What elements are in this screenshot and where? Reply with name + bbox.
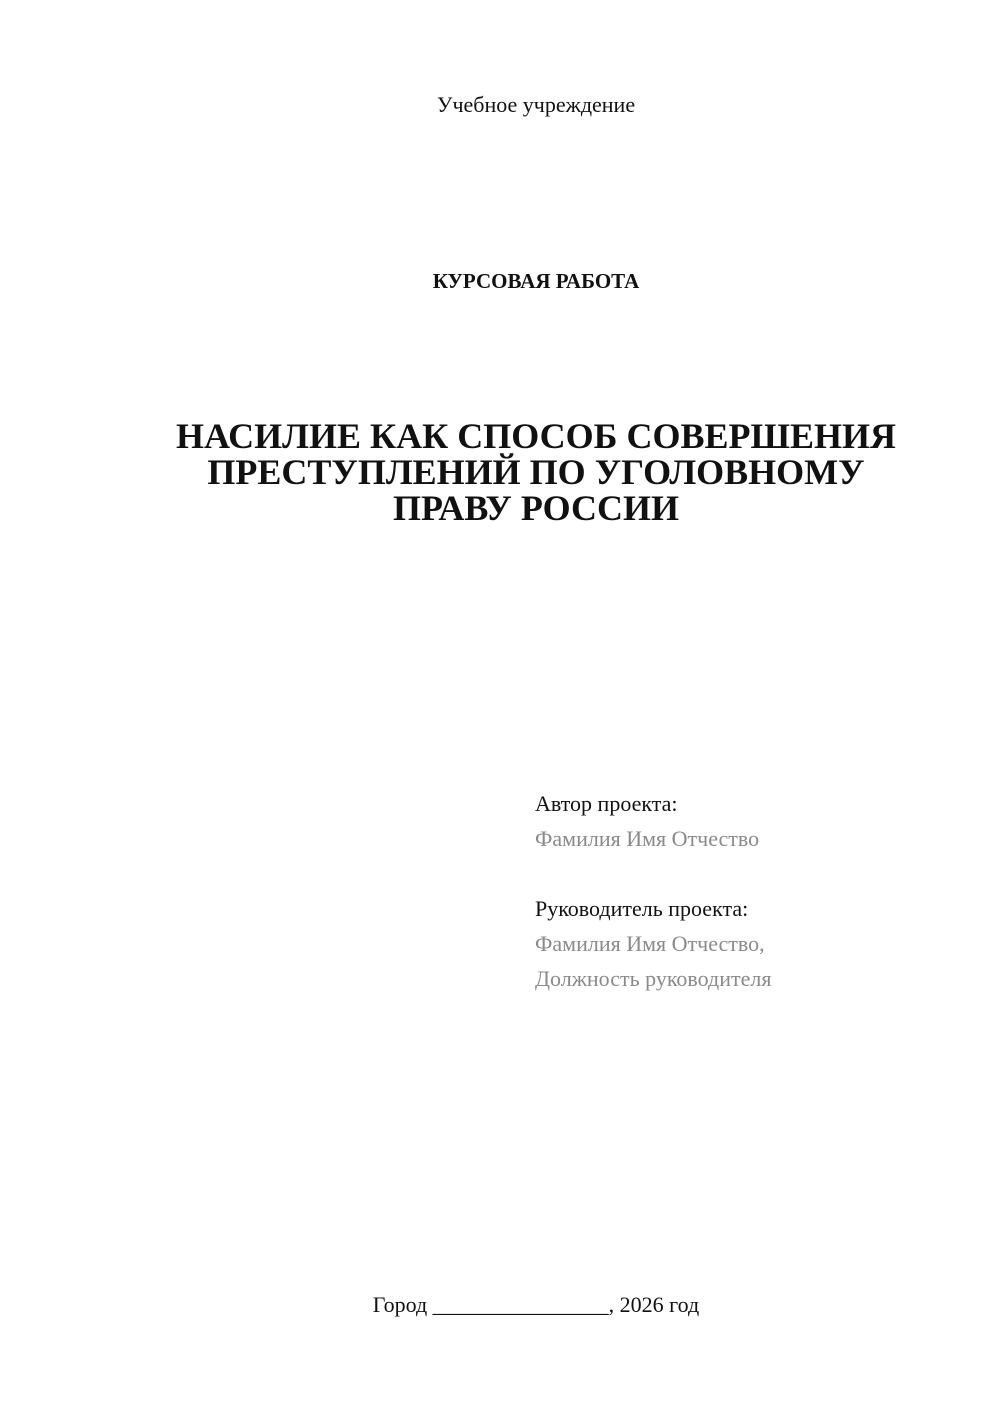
title-line-1: НАСИЛИЕ КАК СПОСОБ СОВЕРШЕНИЯ <box>175 416 897 456</box>
credits-spacer <box>535 856 955 891</box>
title-line-2: ПРЕСТУПЛЕНИЙ ПО УГОЛОВНОМУ <box>207 452 865 492</box>
supervisor-position: Должность руководителя <box>535 966 772 991</box>
credits-block <box>535 786 955 996</box>
author-label: Автор проекта: <box>535 791 678 816</box>
city-year-line: Город ________________, 2026 год <box>372 1292 700 1317</box>
document-type: КУРСОВАЯ РАБОТА <box>432 269 640 293</box>
document-title <box>110 418 962 526</box>
supervisor-name: Фамилия Имя Отчество, <box>535 931 765 956</box>
author-name: Фамилия Имя Отчество <box>535 826 760 851</box>
institution-name: Учебное учреждение <box>436 92 636 117</box>
title-line-3: ПРАВУ РОССИИ <box>392 488 680 528</box>
supervisor-label: Руководитель проекта: <box>535 896 749 921</box>
